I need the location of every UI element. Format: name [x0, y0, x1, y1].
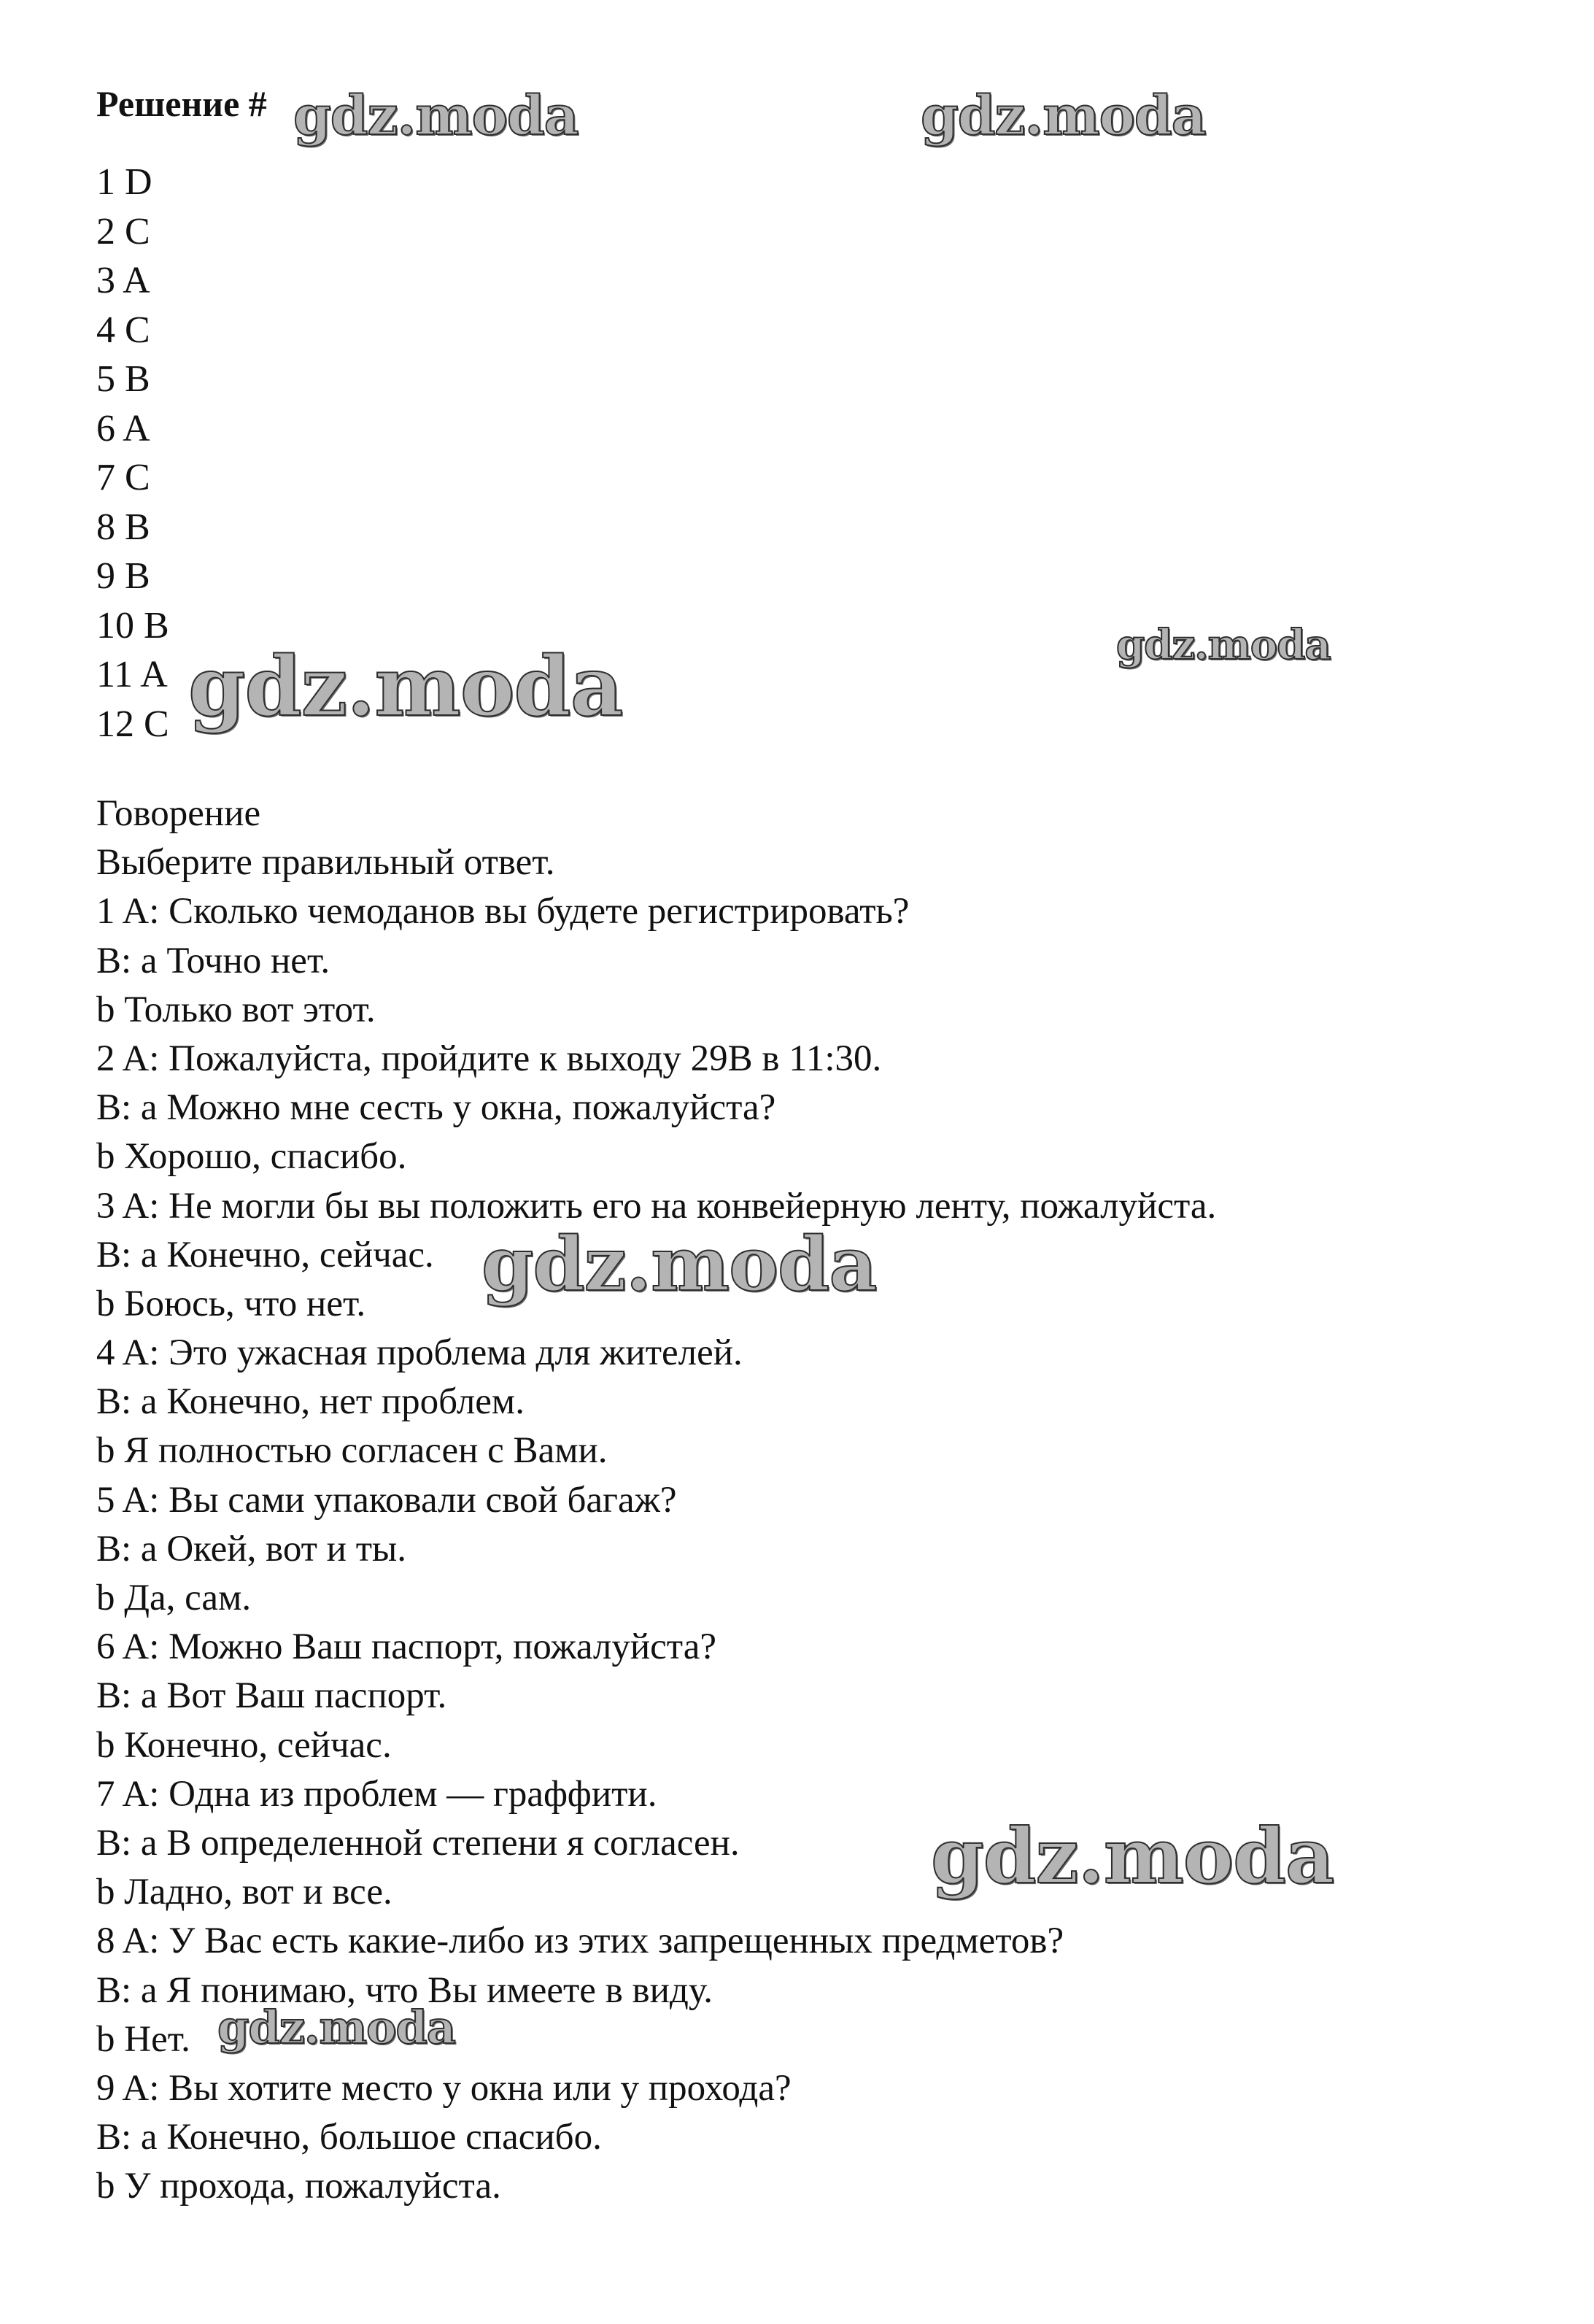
answer-item: 9 B [96, 555, 150, 597]
watermark: gdz.moda [931, 1811, 1334, 1901]
dialogue-line: b У прохода, пожалуйста. [96, 2166, 501, 2207]
dialogue-line: B: a Конечно, нет проблем. [96, 1381, 525, 1423]
answer-item: 12 C [96, 703, 169, 745]
dialogue-line: B: a Я понимаю, что Вы имеете в виду. [96, 1969, 713, 2011]
watermark: gdz.moda [921, 85, 1206, 147]
dialogue-line: 5 A: Вы сами упаковали свой багаж? [96, 1479, 677, 1521]
dialogue-line: 6 A: Можно Ваш паспорт, пожалуйста? [96, 1626, 716, 1668]
speaking-section [96, 790, 1216, 2211]
dialogue-line: b Я полностью согласен с Вами. [96, 1430, 608, 1472]
dialogue-line: B: a Окей, вот и ты. [96, 1528, 407, 1570]
dialogue-line: b Только вот этот. [96, 989, 376, 1030]
watermark: gdz.moda [217, 2001, 455, 2054]
dialogue-line: B: a Вот Ваш паспорт. [96, 1675, 447, 1717]
section-title: Говорение [96, 793, 261, 834]
dialogue-line: b Ладно, вот и все. [96, 1872, 392, 1913]
dialogue-line: 3 A: Не могли бы вы положить его на конвейерную ленту, пожалуйста. [96, 1185, 1217, 1227]
dialogue-line: b Конечно, сейчас. [96, 1724, 392, 1766]
dialogue-line: B: a Точно нет. [96, 940, 330, 981]
answer-item: 7 C [96, 457, 150, 498]
answer-list [96, 158, 169, 749]
answer-item: 6 A [96, 407, 150, 449]
dialogue-line: 2 A: Пожалуйста, пройдите к выходу 29B в 11:30. [96, 1038, 882, 1079]
answer-item: 5 B [96, 358, 150, 400]
answer-item: 2 C [96, 210, 150, 252]
dialogue-line: 8 A: У Вас есть какие-либо из этих запрещенных предметов? [96, 1920, 1064, 1962]
answer-item: 1 D [96, 161, 152, 203]
answer-item: 4 C [96, 309, 150, 351]
page-heading: Решение # [96, 83, 267, 124]
dialogue-line: 9 A: Вы хотите место у окна или у прохода? [96, 2067, 792, 2109]
watermark: gdz.moda [481, 1221, 877, 1308]
section-instruction: Выберите правильный ответ. [96, 842, 555, 884]
dialogue-line: 4 A: Это ужасная проблема для жителей. [96, 1332, 743, 1374]
watermark: gdz.moda [1116, 621, 1331, 669]
dialogue-line: 1 A: Сколько чемоданов вы будете регистрировать? [96, 891, 910, 933]
dialogue-line: B: a Конечно, большое спасибо. [96, 2117, 602, 2158]
watermark: gdz.moda [188, 639, 623, 735]
dialogue-line: b Хорошо, спасибо. [96, 1136, 407, 1178]
answer-item: 3 A [96, 260, 150, 301]
answer-item: 10 B [96, 604, 169, 646]
dialogue-line: b Да, сам. [96, 1578, 252, 1618]
answer-item: 8 B [96, 506, 150, 548]
dialogue-line: B: a В определенной степени я согласен. [96, 1822, 740, 1864]
dialogue-line: b Нет. [96, 2018, 190, 2060]
watermark: gdz.moda [293, 85, 579, 147]
dialogue-line: 7 A: Одна из проблем — граффити. [96, 1773, 657, 1815]
dialogue-line: b Боюсь, что нет. [96, 1283, 366, 1324]
answer-item: 11 A [96, 654, 168, 695]
dialogue-line: B: a Можно мне сесть у окна, пожалуйста? [96, 1087, 776, 1129]
dialogue-line: B: a Конечно, сейчас. [96, 1234, 434, 1275]
